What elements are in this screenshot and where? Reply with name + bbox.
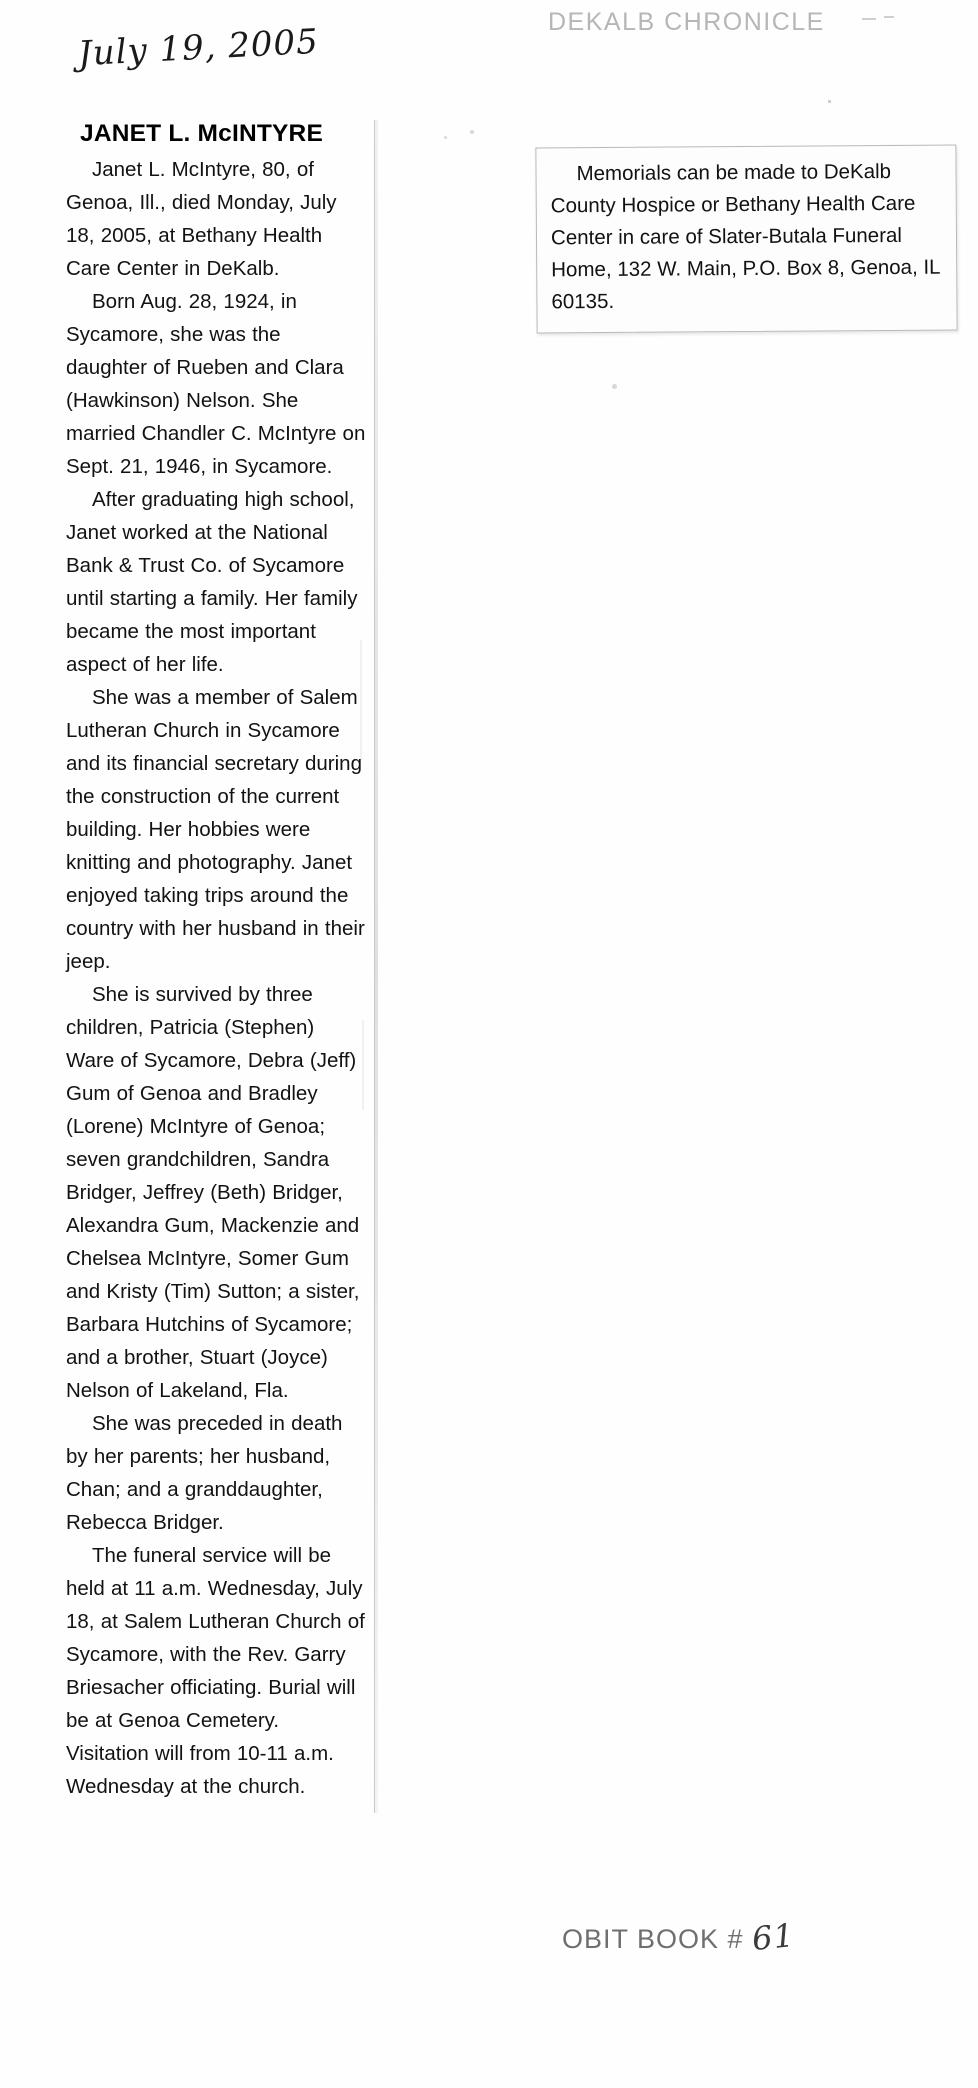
obit-book-number: 61 (749, 1915, 797, 1959)
stamp-speck (884, 16, 894, 18)
scan-smudge (362, 1020, 364, 1110)
obituary-paragraph: After graduating high school, Janet worked at the National Bank & Trust Co. of Sycamore until starting a family. Her family became the most important aspect of her life. (66, 488, 358, 676)
obituary-headline: JANET L. McINTYRE (80, 120, 323, 147)
stamp-speck (828, 100, 831, 103)
obituary-paragraph: She is survived by three children, Patricia (Stephen) Ware of Sycamore, Debra (Jeff) Gum of Genoa and Bradley (Lorene) McIntyre of Genoa; seven grandchildren, Sandra Bridger, Jeffrey (Beth) Bridger, Alexandra Gum, Mackenzie and Chelsea McIntyre, Somer Gum and Kristy (Tim) Sutton; a sister, Barbara Hutchins of Sycamore; and a brother, Stuart (Joyce) Nelson of Lakeland, Fla. (66, 983, 360, 1402)
scan-smudge (360, 640, 362, 760)
obituary-paragraph: Janet L. McIntyre, 80, of Genoa, Ill., died Monday, July 18, 2005, at Bethany Health Care Center in DeKalb. (66, 158, 337, 280)
scan-speck (612, 384, 617, 389)
obituary-paragraph: She was preceded in death by her parents; her husband, Chan; and a granddaughter, Rebecca Bridger. (66, 1412, 343, 1534)
obituary-paragraph: The funeral service will be held at 11 a.m. Wednesday, July 18, at Salem Lutheran Church of Sycamore, with the Rev. Garry Briesacher officiating. Burial will be at Genoa Cemetery. Visitation will from 10-11 a.m. Wednesday at the church. (66, 1544, 365, 1798)
stamp-speck (862, 18, 876, 20)
obit-book-stamp (562, 1915, 797, 1959)
masthead-stamp: DEKALB CHRONICLE (548, 8, 825, 36)
scan-speck (444, 136, 447, 139)
handwritten-date: July 19, 2005 (77, 21, 320, 75)
obituary-body (66, 153, 366, 1803)
obituary-clipping (58, 120, 375, 1813)
memorial-note-clipping (535, 145, 957, 334)
memorial-note-text: Memorials can be made to DeKalb County Hospice or Bethany Health Care Center in care of Slater-Butala Funeral Home, 132 W. Main, P.O. Box 8, Genoa, IL 60135. (550, 159, 940, 314)
obituary-paragraph: Born Aug. 28, 1924, in Sycamore, she was the daughter of Rueben and Clara (Hawkinson) Nelson. She married Chandler C. McIntyre on Sept. 21, 1946, in Sycamore. (66, 290, 366, 478)
scan-speck (470, 130, 474, 134)
obituary-paragraph: She was a member of Salem Lutheran Church in Sycamore and its financial secretary during the construction of the current building. Her hobbies were knitting and photography. Janet enjoyed taking trips around the country with her husband in their jeep. (66, 686, 365, 973)
obit-book-label: OBIT BOOK # (562, 1924, 744, 1954)
